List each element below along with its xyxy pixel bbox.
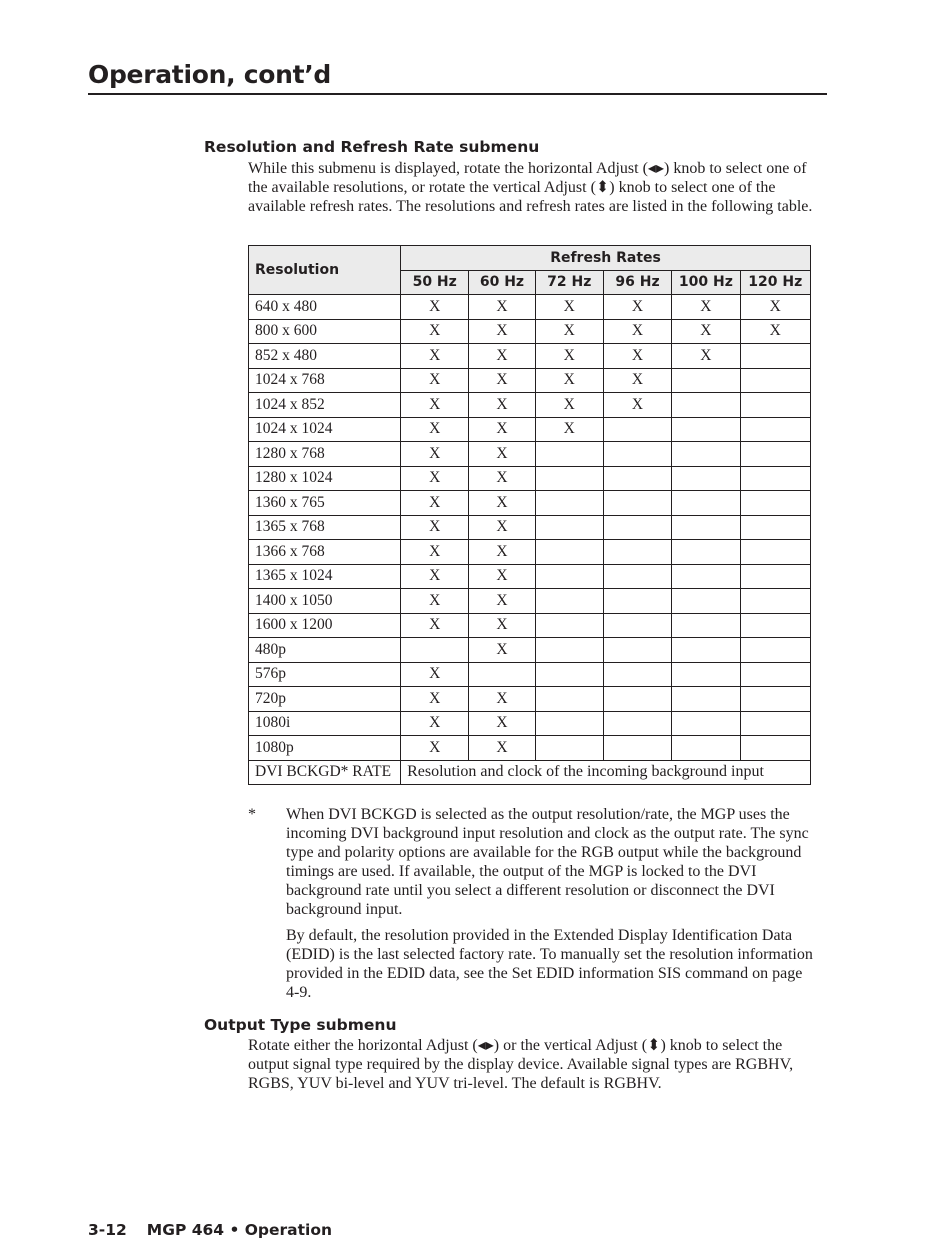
rate-cell: X xyxy=(401,368,469,393)
rate-cell: X xyxy=(603,295,671,320)
rate-cell xyxy=(740,442,810,467)
rate-cell: X xyxy=(603,393,671,418)
rate-cell xyxy=(535,540,603,565)
table-row xyxy=(249,295,811,320)
resolution-cell: 1365 x 768 xyxy=(249,515,401,540)
rate-cell xyxy=(740,638,810,663)
rate-cell xyxy=(535,687,603,712)
column-header: 60 Hz xyxy=(469,270,535,295)
rate-cell xyxy=(672,466,740,491)
table-row xyxy=(249,515,811,540)
rate-cell: X xyxy=(469,442,535,467)
rate-cell xyxy=(672,564,740,589)
rate-cell: X xyxy=(401,417,469,442)
rate-cell xyxy=(603,442,671,467)
table-row xyxy=(249,638,811,663)
document-name: MGP 464 • Operation xyxy=(146,1221,333,1239)
rate-cell xyxy=(672,589,740,614)
rate-cell xyxy=(740,344,810,369)
rate-cell: X xyxy=(535,344,603,369)
rate-cell: X xyxy=(401,491,469,516)
rate-cell: X xyxy=(469,515,535,540)
table-row xyxy=(249,442,811,467)
rate-cell: X xyxy=(469,564,535,589)
rate-cell: X xyxy=(401,515,469,540)
table-row xyxy=(249,711,811,736)
rate-cell xyxy=(603,662,671,687)
rate-cell: X xyxy=(469,540,535,565)
resolution-cell: DVI BCKGD* RATE xyxy=(249,760,401,785)
rate-cell xyxy=(740,491,810,516)
rate-cell xyxy=(672,687,740,712)
rate-cell xyxy=(535,662,603,687)
rate-cell xyxy=(740,589,810,614)
rate-cell xyxy=(603,417,671,442)
rate-cell xyxy=(535,442,603,467)
rate-cell: X xyxy=(401,540,469,565)
rate-cell: X xyxy=(740,319,810,344)
rate-cell xyxy=(535,564,603,589)
rate-cell: X xyxy=(672,295,740,320)
rate-cell xyxy=(740,417,810,442)
rate-cell: X xyxy=(469,638,535,663)
section-body-resolution: While this submenu is displayed, rotate the horizontal Adjust (◂▸) knob to select one of the available resolutions, or rotate the vertical Adjust (⬍) knob to select one of the available refresh rates. The resolutions and refresh rates are listed in the following table. xyxy=(248,160,813,215)
rate-cell: X xyxy=(469,711,535,736)
rate-cell xyxy=(603,736,671,761)
rate-cell: X xyxy=(401,564,469,589)
table-row xyxy=(249,540,811,565)
table-row xyxy=(249,344,811,369)
rate-cell xyxy=(672,491,740,516)
rate-cell xyxy=(535,491,603,516)
table-row xyxy=(249,564,811,589)
rate-cell: X xyxy=(469,491,535,516)
rate-cell xyxy=(672,613,740,638)
rate-cell xyxy=(603,466,671,491)
table-row xyxy=(249,417,811,442)
resolution-cell: 640 x 480 xyxy=(249,295,401,320)
column-header: 72 Hz xyxy=(535,270,603,295)
resolution-cell: 1280 x 768 xyxy=(249,442,401,467)
rate-cell: X xyxy=(469,344,535,369)
rate-cell: X xyxy=(401,613,469,638)
table-row xyxy=(249,736,811,761)
rate-cell: X xyxy=(401,442,469,467)
rate-cell xyxy=(740,736,810,761)
rate-cell: X xyxy=(469,589,535,614)
rate-cell: X xyxy=(672,344,740,369)
column-header: 100 Hz xyxy=(672,270,740,295)
rate-cell xyxy=(603,564,671,589)
resolution-cell: 1280 x 1024 xyxy=(249,466,401,491)
resolution-header: Resolution xyxy=(249,246,401,295)
rate-cell: X xyxy=(401,319,469,344)
table-row xyxy=(249,662,811,687)
rate-cell xyxy=(740,711,810,736)
column-header: 50 Hz xyxy=(401,270,469,295)
rate-cell xyxy=(740,662,810,687)
rate-cell: X xyxy=(535,319,603,344)
section-heading-resolution: Resolution and Refresh Rate submenu xyxy=(204,138,540,156)
table-row xyxy=(249,368,811,393)
rate-cell xyxy=(535,515,603,540)
resolution-cell: 1600 x 1200 xyxy=(249,613,401,638)
rate-cell xyxy=(603,613,671,638)
rate-cell xyxy=(672,540,740,565)
rate-cell xyxy=(672,442,740,467)
rate-cell xyxy=(672,736,740,761)
rate-cell xyxy=(603,589,671,614)
title-rule xyxy=(88,93,827,95)
table-row xyxy=(249,491,811,516)
rate-cell xyxy=(535,613,603,638)
rate-cell xyxy=(535,638,603,663)
rate-cell xyxy=(672,711,740,736)
dvi-bckgd-description: Resolution and clock of the incoming background input xyxy=(401,760,811,785)
table-row-dvi-bckgd xyxy=(249,760,811,785)
rate-cell: X xyxy=(401,466,469,491)
rate-cell xyxy=(535,466,603,491)
rate-cell xyxy=(672,417,740,442)
rate-cell xyxy=(740,515,810,540)
rate-cell xyxy=(603,687,671,712)
resolution-cell: 1080i xyxy=(249,711,401,736)
resolution-cell: 1400 x 1050 xyxy=(249,589,401,614)
table-row xyxy=(249,319,811,344)
footnote-paragraph-2: By default, the resolution provided in the Extended Display Identification Data (EDID) is the last selected factory rate. To manually set the resolution information provided in the EDID data, see the Set EDID information SIS command on page 4-9. xyxy=(286,927,813,1001)
rate-cell xyxy=(740,687,810,712)
resolution-cell: 852 x 480 xyxy=(249,344,401,369)
resolution-cell: 1080p xyxy=(249,736,401,761)
rate-cell: X xyxy=(401,687,469,712)
rate-cell: X xyxy=(401,736,469,761)
resolution-cell: 1360 x 765 xyxy=(249,491,401,516)
rate-cell: X xyxy=(469,417,535,442)
resolution-cell: 576p xyxy=(249,662,401,687)
resolution-cell: 720p xyxy=(249,687,401,712)
rate-cell xyxy=(740,613,810,638)
page-title: Operation, cont’d xyxy=(88,60,332,89)
rate-cell: X xyxy=(469,393,535,418)
rate-cell xyxy=(740,564,810,589)
rate-cell xyxy=(740,393,810,418)
resolution-cell: 1366 x 768 xyxy=(249,540,401,565)
rate-cell: X xyxy=(469,295,535,320)
section-heading-output-type: Output Type submenu xyxy=(204,1016,397,1034)
rate-cell xyxy=(740,466,810,491)
rate-cell xyxy=(603,638,671,663)
rate-cell xyxy=(603,515,671,540)
rate-cell: X xyxy=(603,344,671,369)
footnote-marker: * xyxy=(248,806,256,823)
rate-cell: X xyxy=(535,295,603,320)
rate-cell: X xyxy=(535,368,603,393)
footnote-paragraph-1: When DVI BCKGD is selected as the output resolution/rate, the MGP uses the incoming DVI background input resolution and clock as the output rate. The sync type and polarity options are available for the RGB output while the background timings are used. If available, the output of the MGP is locked to the DVI background rate until you select a different resolution or disconnect the DVI background input. xyxy=(286,806,809,918)
rate-cell xyxy=(672,638,740,663)
table-row xyxy=(249,687,811,712)
section-body-output-type: Rotate either the horizontal Adjust (◂▸) or the vertical Adjust (⬍) knob to select the output signal type required by the display device. Available signal types are RGBHV, RGBS, YUV bi-level and YUV tri-level. The default is RGBHV. xyxy=(248,1037,794,1092)
resolution-refresh-table xyxy=(248,245,811,785)
rate-cell xyxy=(603,711,671,736)
rate-cell xyxy=(603,491,671,516)
rate-cell xyxy=(535,711,603,736)
table-row xyxy=(249,466,811,491)
rate-cell xyxy=(603,540,671,565)
rate-cell: X xyxy=(401,344,469,369)
resolution-cell: 1024 x 768 xyxy=(249,368,401,393)
column-header: 120 Hz xyxy=(740,270,810,295)
rate-cell xyxy=(469,662,535,687)
rate-cell: X xyxy=(603,368,671,393)
rate-cell xyxy=(740,368,810,393)
rate-cell: X xyxy=(469,319,535,344)
rate-cell: X xyxy=(469,466,535,491)
rate-cell xyxy=(401,638,469,663)
table-row xyxy=(249,589,811,614)
column-header: 96 Hz xyxy=(603,270,671,295)
resolution-cell: 800 x 600 xyxy=(249,319,401,344)
rate-cell: X xyxy=(401,295,469,320)
resolution-cell: 1365 x 1024 xyxy=(249,564,401,589)
rate-cell: X xyxy=(603,319,671,344)
rate-cell xyxy=(535,736,603,761)
refresh-rates-header: Refresh Rates xyxy=(401,246,811,271)
rate-cell xyxy=(672,368,740,393)
table-row xyxy=(249,393,811,418)
rate-cell xyxy=(740,540,810,565)
rate-cell: X xyxy=(401,393,469,418)
rate-cell xyxy=(672,515,740,540)
table-row xyxy=(249,613,811,638)
rate-cell xyxy=(672,393,740,418)
rate-cell: X xyxy=(469,368,535,393)
rate-cell xyxy=(535,589,603,614)
rate-cell xyxy=(672,662,740,687)
rate-cell: X xyxy=(469,687,535,712)
page-footer xyxy=(88,1221,352,1239)
resolution-cell: 1024 x 1024 xyxy=(249,417,401,442)
resolution-cell: 480p xyxy=(249,638,401,663)
rate-cell: X xyxy=(401,711,469,736)
page-number: 3-12 xyxy=(88,1221,127,1239)
rate-cell: X xyxy=(740,295,810,320)
rate-cell: X xyxy=(469,613,535,638)
rate-cell: X xyxy=(672,319,740,344)
rate-cell: X xyxy=(535,417,603,442)
rate-cell: X xyxy=(401,662,469,687)
rate-cell: X xyxy=(535,393,603,418)
rate-cell: X xyxy=(469,736,535,761)
rate-cell: X xyxy=(401,589,469,614)
resolution-cell: 1024 x 852 xyxy=(249,393,401,418)
